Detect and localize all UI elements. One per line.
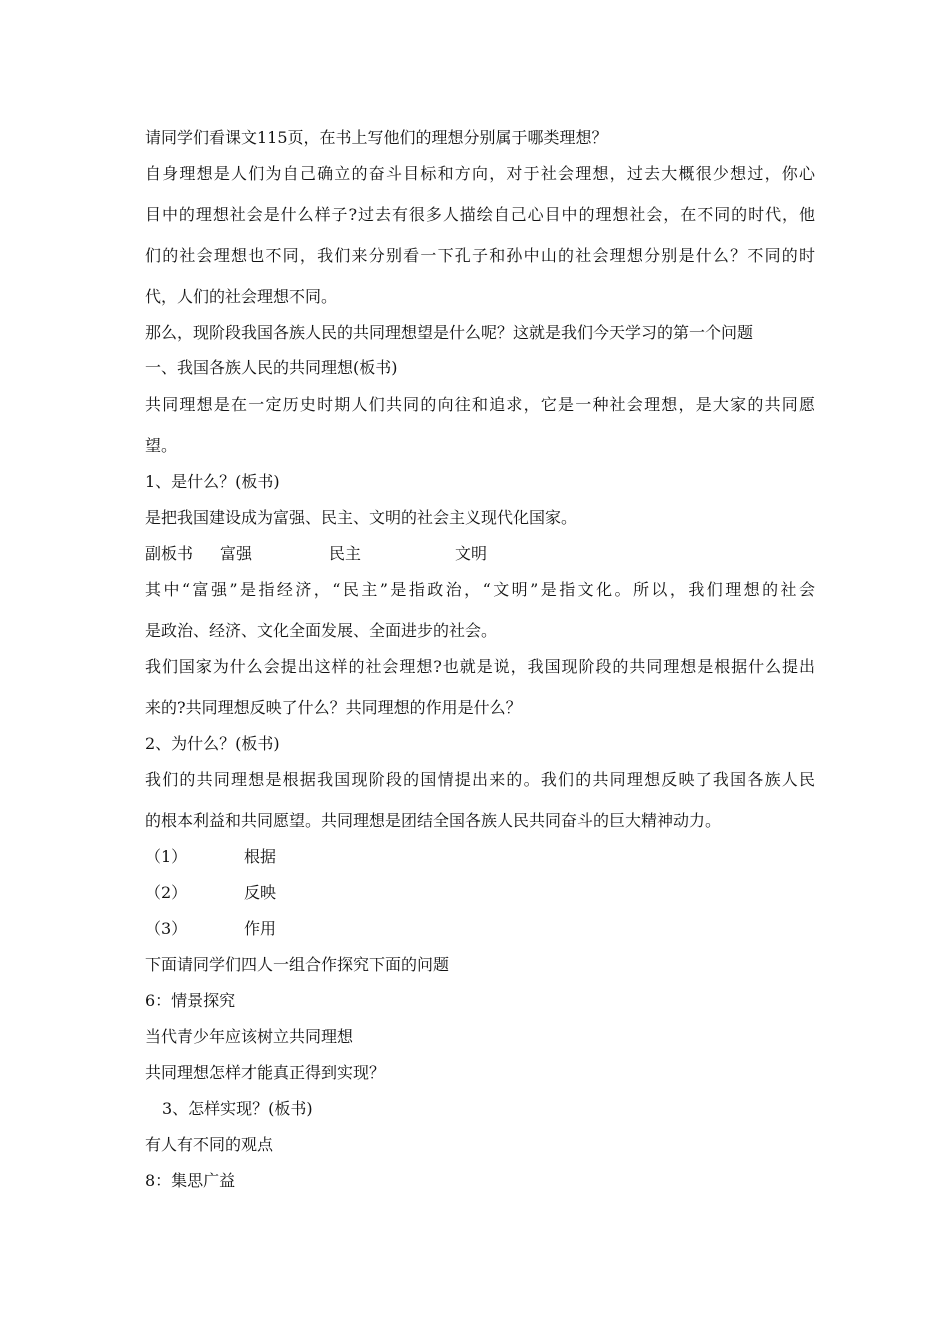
point-number: （3） bbox=[145, 919, 188, 938]
text-line: 其中“富强”是指经济，“民主”是指政治，“文明”是指文化。所以，我们理想的社会 bbox=[145, 580, 815, 599]
point-number: （2） bbox=[145, 883, 188, 902]
text-line: 代，人们的社会理想不同。 bbox=[145, 287, 338, 306]
text-line: 下面请同学们四人一组合作探究下面的问题 bbox=[145, 955, 450, 974]
point-text: 作用 bbox=[244, 919, 277, 938]
text-line: 是政治、经济、文化全面发展、全面进步的社会。 bbox=[145, 621, 498, 640]
text-line: 自身理想是人们为自己确立的奋斗目标和方向，对于社会理想，过去大概很少想过，你心 bbox=[145, 164, 815, 183]
sub-board-item: 富强 bbox=[220, 544, 253, 563]
text-line: 共同理想是在一定历史时期人们共同的向往和追求，它是一种社会理想，是大家的共同愿 bbox=[145, 395, 815, 414]
text-line: 共同理想怎样才能真正得到实现？ bbox=[145, 1063, 386, 1082]
sub-board-item: 文明 bbox=[455, 544, 488, 563]
text-line: 望。 bbox=[145, 436, 178, 455]
text-line: 我们的共同理想是根据我国现阶段的国情提出来的。我们的共同理想反映了我国各族人民 bbox=[145, 770, 815, 789]
sub-board-label: 副板书 bbox=[145, 544, 194, 563]
activity-heading: 8：集思广益 bbox=[145, 1171, 236, 1190]
subheading: 2、为什么？(板书) bbox=[145, 734, 280, 753]
text-line: 是把我国建设成为富强、民主、文明的社会主义现代化国家。 bbox=[145, 508, 578, 527]
text-line: 目中的理想社会是什么样子?过去有很多人描绘自己心目中的理想社会，在不同的时代，他 bbox=[145, 205, 815, 224]
activity-heading: 6：情景探究 bbox=[145, 991, 236, 1010]
text-line: 们的社会理想也不同，我们来分别看一下孔子和孙中山的社会理想分别是什么？不同的时 bbox=[145, 246, 815, 265]
text-line: 我们国家为什么会提出这样的社会理想?也就是说，我国现阶段的共同理想是根据什么提出 bbox=[145, 657, 815, 676]
point-number: （1） bbox=[145, 847, 188, 866]
text-line: 请同学们看课文115页，在书上写他们的理想分别属于哪类理想？ bbox=[145, 128, 608, 147]
section-heading: 一、我国各族人民的共同理想(板书) bbox=[145, 358, 398, 377]
text-line: 那么，现阶段我国各族人民的共同理想望是什么呢？这就是我们今天学习的第一个问题 bbox=[145, 323, 754, 342]
text-line: 的根本利益和共同愿望。共同理想是团结全国各族人民共同奋斗的巨大精神动力。 bbox=[145, 811, 722, 830]
text-line: 当代青少年应该树立共同理想 bbox=[145, 1027, 354, 1046]
point-text: 反映 bbox=[244, 883, 277, 902]
text-line: 有人有不同的观点 bbox=[145, 1135, 274, 1154]
point-text: 根据 bbox=[244, 847, 277, 866]
subheading: 3、怎样实现？(板书) bbox=[162, 1099, 313, 1118]
text-line: 来的?共同理想反映了什么？共同理想的作用是什么？ bbox=[145, 698, 522, 717]
subheading: 1、是什么？(板书) bbox=[145, 472, 280, 491]
sub-board-item: 民主 bbox=[329, 544, 362, 563]
